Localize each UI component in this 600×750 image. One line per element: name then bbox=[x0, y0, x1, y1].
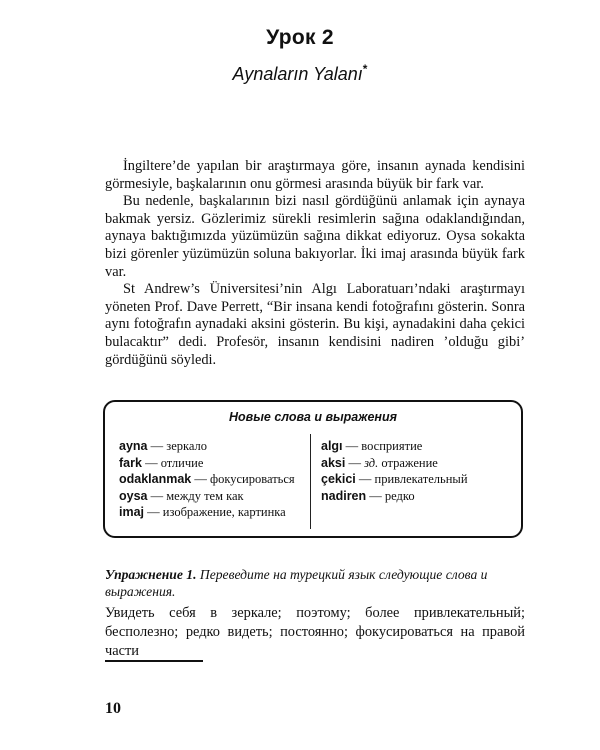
paragraph: Bu nedenle, başkalarının bizi nasıl gördüğünü anlamak için aynaya bakmak yersiz. Gözlerimiz sürekli resimlerin sağına odaklandığından, aynaya baktığımızda yüzümüzün sağına dikkat ediyoruz. Oysa sokakta bizi görenler yüzümüzün soluna bakıyorlar. İki imaj arasında büyük fark var. bbox=[105, 193, 525, 280]
vocab-dash: — bbox=[147, 488, 167, 503]
vocab-dash: — bbox=[191, 472, 211, 486]
vocab-meaning: отличие bbox=[160, 455, 204, 470]
vocab-dash: — bbox=[355, 472, 375, 486]
exercise-heading bbox=[105, 566, 525, 600]
reading-text bbox=[105, 158, 525, 369]
vocab-meaning: редко bbox=[384, 488, 415, 503]
paragraph: İngiltere’de yapılan bir araştırmaya göre, insanın aynada kendisini görmesiyle, başkalarının onu görmesi arasında büyük bir fark var. bbox=[105, 158, 525, 192]
lesson-title: Урок 2 bbox=[266, 26, 334, 49]
vocab-meaning: привлекательный bbox=[374, 472, 468, 486]
vocab-word: imaj bbox=[119, 505, 145, 519]
vocab-entry bbox=[321, 471, 516, 488]
footnote-marker: * bbox=[362, 62, 368, 76]
exercise-text: Увидеть себя в зеркале; поэтому; более привлекательный; бесполезно; редко видеть; постоянно; фокусироваться на правой части bbox=[105, 605, 525, 659]
vocab-dash: — bbox=[141, 455, 161, 470]
vocabulary-divider bbox=[310, 434, 311, 529]
page-number: 10 bbox=[105, 700, 121, 717]
vocab-meaning: отражение bbox=[378, 455, 438, 470]
vocab-word: algı bbox=[321, 439, 343, 453]
vocab-meaning: изображение, картинка bbox=[162, 505, 286, 519]
vocab-word: oysa bbox=[119, 488, 148, 503]
vocab-meaning: восприятие bbox=[361, 439, 423, 453]
vocabulary-column-right bbox=[321, 438, 516, 504]
vocab-dash: — bbox=[147, 439, 167, 453]
vocab-dash: — bbox=[144, 505, 163, 519]
vocab-entry bbox=[119, 488, 307, 505]
exercise-instruction: Переведите на турецкий язык следующие слова и выражения. bbox=[105, 567, 488, 599]
vocab-entry bbox=[119, 504, 307, 521]
vocabulary-box bbox=[103, 400, 523, 538]
exercise-label: Упражнение 1. bbox=[105, 567, 197, 582]
vocab-entry bbox=[119, 455, 307, 472]
vocab-dash: — bbox=[345, 455, 365, 470]
vocab-meaning: между тем как bbox=[166, 488, 244, 503]
text-title bbox=[0, 62, 600, 85]
vocab-word: çekici bbox=[321, 472, 356, 486]
paragraph: St Andrew’s Üniversitesi’nin Algı Laboratuarı’ndaki araştırmayı yöneten Prof. Dave Perrett, “Bir insana kendi fotoğrafını gösterin. Sonra aynı fotoğrafın aynadaki aksini gösterin. Bu kişi, aynadakini daha çekici bulacaktır” dedi. Profesör, insanın kendisini nadiren ’olduğu gibi’ gördüğünü söyledi. bbox=[105, 281, 525, 368]
vocab-entry bbox=[321, 438, 516, 455]
footnote-rule bbox=[105, 660, 203, 662]
vocab-entry bbox=[119, 471, 307, 488]
vocab-word: odaklanmak bbox=[119, 472, 192, 486]
vocabulary-title: Новые слова и выражения bbox=[229, 410, 397, 424]
vocab-meaning: фокусироваться bbox=[210, 472, 295, 486]
vocab-entry bbox=[321, 488, 516, 505]
vocab-word: nadiren bbox=[321, 488, 367, 503]
vocabulary-column-left bbox=[119, 438, 307, 521]
vocab-dash: — bbox=[366, 488, 385, 503]
vocab-word: fark bbox=[119, 455, 142, 470]
vocab-entry bbox=[119, 438, 307, 455]
vocab-dash: — bbox=[342, 439, 362, 453]
vocab-note: зд. bbox=[364, 455, 379, 470]
vocab-word: ayna bbox=[119, 439, 148, 453]
vocab-entry bbox=[321, 455, 516, 472]
vocab-meaning: зеркало bbox=[166, 439, 208, 453]
text-title-label: Aynaların Yalanı bbox=[232, 64, 363, 84]
vocab-word: aksi bbox=[321, 455, 346, 470]
